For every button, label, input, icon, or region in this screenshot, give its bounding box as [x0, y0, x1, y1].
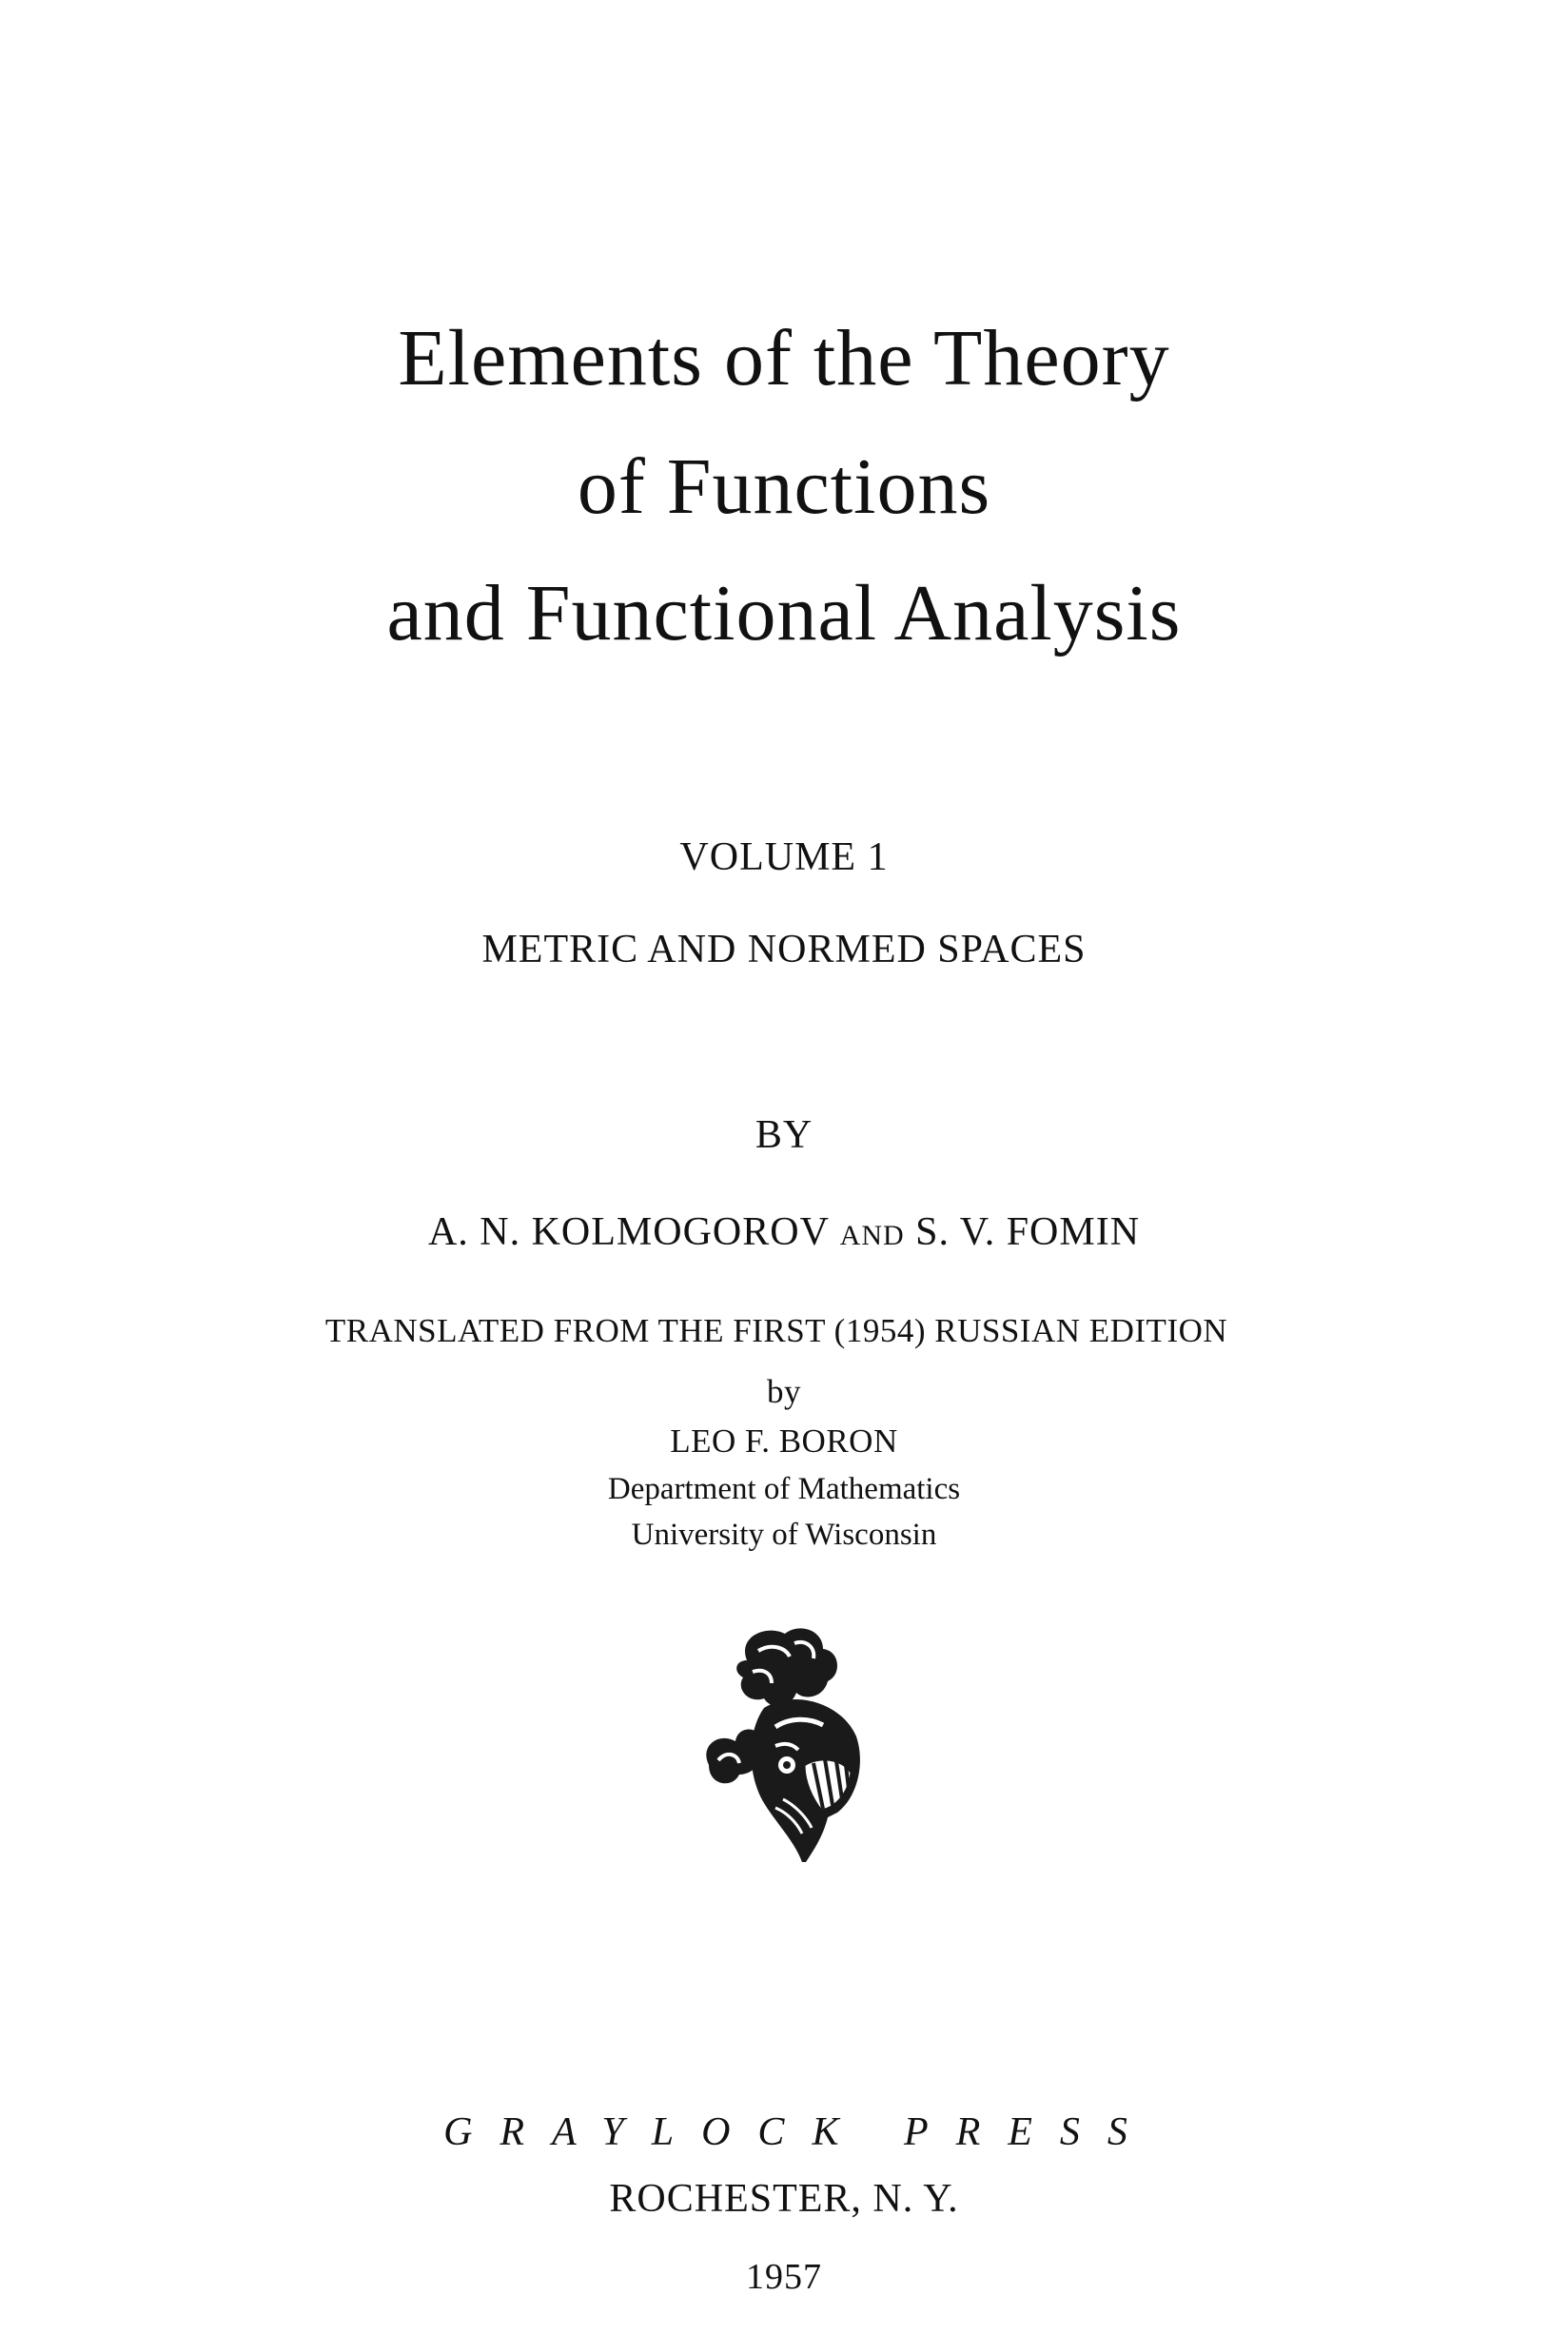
translator-university: University of Wisconsin: [631, 1518, 937, 1552]
translator-department: Department of Mathematics: [607, 1472, 961, 1506]
translator-name: LEO F. BORON: [670, 1422, 898, 1460]
title-line-1: Elements of the Theory: [398, 314, 1170, 402]
title-line-3: and Functional Analysis: [386, 569, 1182, 657]
publication-year: 1957: [746, 2257, 822, 2297]
translation-note: TRANSLATED FROM THE FIRST (1954) RUSSIAN EDITION: [324, 1312, 1228, 1349]
author-kolmogorov: A. N. KOLMOGOROV: [427, 1210, 830, 1254]
translation-by-label: by: [767, 1373, 801, 1410]
title-line-2: of Functions: [577, 442, 991, 531]
author-conjunction: AND: [839, 1220, 905, 1251]
author-fomin: S. V. FOMIN: [915, 1210, 1141, 1254]
volume-label: VOLUME 1: [679, 835, 889, 879]
publisher-city: ROCHESTER, N. Y.: [609, 2177, 959, 2221]
knight-helmet-icon: [680, 1622, 885, 1870]
authors: [0, 1212, 1568, 1252]
publisher-name: GRAYLOCK PRESS: [443, 2110, 1155, 2154]
subtitle: METRIC AND NORMED SPACES: [481, 928, 1087, 971]
by-label: BY: [755, 1113, 813, 1157]
